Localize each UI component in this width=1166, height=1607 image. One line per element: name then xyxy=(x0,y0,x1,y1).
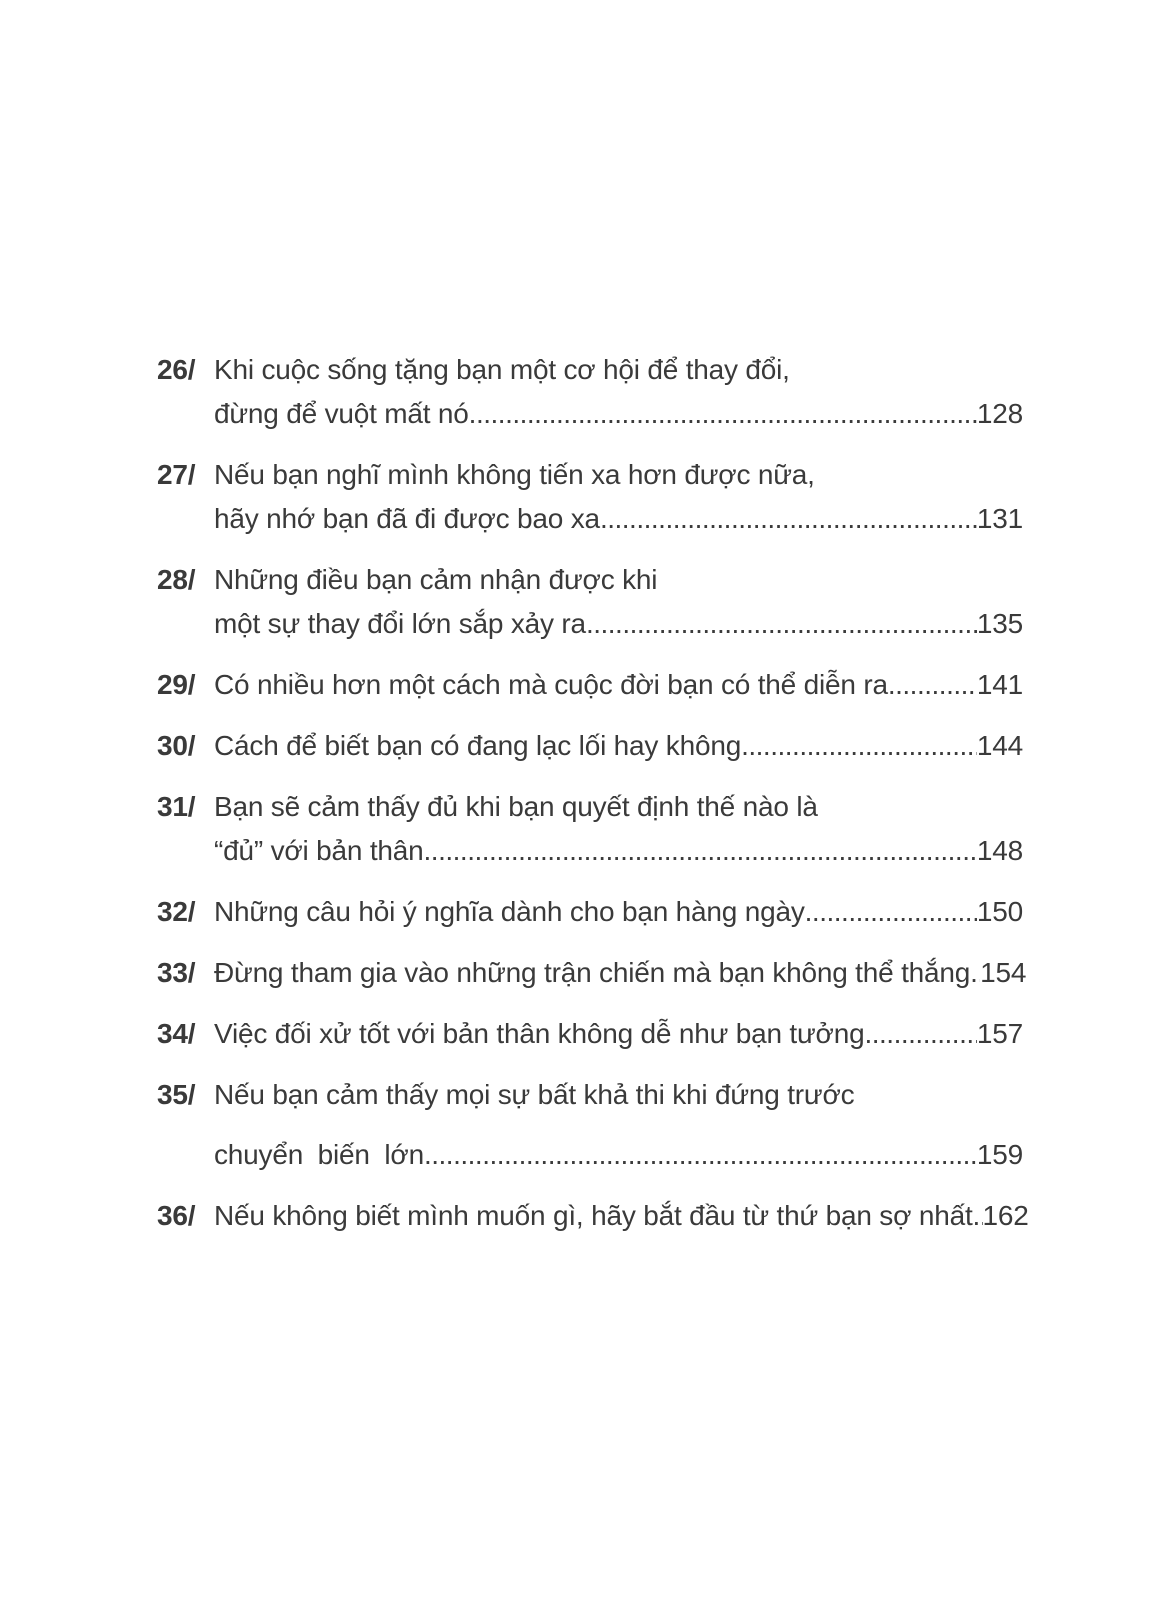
toc-entry-line xyxy=(157,602,1023,646)
toc-entry xyxy=(157,1194,1029,1238)
toc-entry xyxy=(157,1073,1023,1177)
entry-title: Những câu hỏi ý nghĩa dành cho bạn hàng ngày xyxy=(214,896,805,927)
entry-number: 36/ xyxy=(157,1200,196,1231)
entry-number: 33/ xyxy=(157,957,196,988)
toc-entry xyxy=(157,785,1023,873)
dot-leader xyxy=(970,951,980,995)
dot-leader xyxy=(741,724,977,768)
toc-entry-line xyxy=(157,890,1023,934)
toc-entry-line xyxy=(157,1073,1023,1117)
entry-title: Cách để biết bạn có đang lạc lối hay không xyxy=(214,730,742,761)
toc-entry-line xyxy=(157,1012,1023,1056)
toc-entry xyxy=(157,453,1023,541)
dot-leader xyxy=(469,392,977,436)
dot-leader xyxy=(805,890,977,934)
entry-title: Những điều bạn cảm nhận được khi xyxy=(214,564,658,595)
toc-entry xyxy=(157,558,1023,646)
page-number: 159 xyxy=(976,1139,1023,1170)
entry-title-continuation: một sự thay đổi lớn sắp xảy ra xyxy=(214,608,586,639)
toc-entry-line xyxy=(157,785,1023,829)
page-number: 150 xyxy=(976,896,1023,927)
entry-title: Việc đối xử tốt với bản thân không dễ như bạn tưởng xyxy=(214,1018,865,1049)
entry-title: Nếu không biết mình muốn gì, hãy bắt đầu từ thứ bạn sợ nhất xyxy=(214,1200,973,1231)
toc-entry-line xyxy=(157,724,1023,768)
entry-number: 29/ xyxy=(157,669,196,700)
toc-entry xyxy=(157,663,1023,707)
page-number: 144 xyxy=(976,730,1023,761)
dot-leader xyxy=(888,663,977,707)
dot-leader xyxy=(864,1012,976,1056)
entry-title-continuation: hãy nhớ bạn đã đi được bao xa xyxy=(214,503,600,534)
entry-number: 30/ xyxy=(157,730,196,761)
page-number: 135 xyxy=(976,608,1023,639)
dot-leader xyxy=(586,602,977,646)
dot-leader xyxy=(600,497,977,541)
entry-title: Đừng tham gia vào những trận chiến mà bạn không thể thắng xyxy=(214,957,971,988)
toc-entry-line xyxy=(157,951,1027,995)
dot-leader xyxy=(973,1194,983,1238)
entry-number: 31/ xyxy=(157,791,196,822)
toc-entry-line xyxy=(157,1194,1029,1238)
page-number: 131 xyxy=(976,503,1023,534)
page-number: 154 xyxy=(980,957,1027,988)
table-of-contents xyxy=(157,348,1029,1255)
entry-title: Bạn sẽ cảm thấy đủ khi bạn quyết định thế nào là xyxy=(214,791,818,822)
entry-title: Nếu bạn cảm thấy mọi sự bất khả thi khi đứng trước xyxy=(214,1079,855,1110)
toc-entry-line xyxy=(157,663,1023,707)
entry-number: 32/ xyxy=(157,896,196,927)
page-number: 148 xyxy=(976,835,1023,866)
dot-leader xyxy=(424,1133,977,1177)
page-number: 128 xyxy=(976,398,1023,429)
entry-number: 28/ xyxy=(157,564,196,595)
entry-number: 27/ xyxy=(157,459,196,490)
entry-title: Khi cuộc sống tặng bạn một cơ hội để thay đổi, xyxy=(214,354,790,385)
toc-entry-line xyxy=(157,497,1023,541)
entry-number: 34/ xyxy=(157,1018,196,1049)
toc-entry xyxy=(157,724,1023,768)
entry-number: 26/ xyxy=(157,354,196,385)
page-number: 157 xyxy=(976,1018,1023,1049)
toc-entry-line xyxy=(157,829,1023,873)
toc-entry-line xyxy=(157,558,1023,602)
toc-entry xyxy=(157,951,1027,995)
page-number: 141 xyxy=(976,669,1023,700)
page-number: 162 xyxy=(982,1200,1029,1231)
toc-entry xyxy=(157,890,1023,934)
toc-entry-line xyxy=(157,1133,1023,1177)
toc-entry-line xyxy=(157,348,1023,392)
entry-number: 35/ xyxy=(157,1079,196,1110)
toc-entry xyxy=(157,1012,1023,1056)
dot-leader xyxy=(424,829,977,873)
entry-title-continuation: chuyển biến lớn xyxy=(214,1139,424,1170)
entry-title-continuation: đừng để vuột mất nó xyxy=(214,398,469,429)
toc-entry-line xyxy=(157,453,1023,497)
entry-title: Nếu bạn nghĩ mình không tiến xa hơn được nữa, xyxy=(214,459,815,490)
toc-entry-line xyxy=(157,392,1023,436)
toc-entry xyxy=(157,348,1023,436)
entry-title-continuation: “đủ” với bản thân xyxy=(214,835,424,866)
entry-title: Có nhiều hơn một cách mà cuộc đời bạn có thể diễn ra xyxy=(214,669,888,700)
